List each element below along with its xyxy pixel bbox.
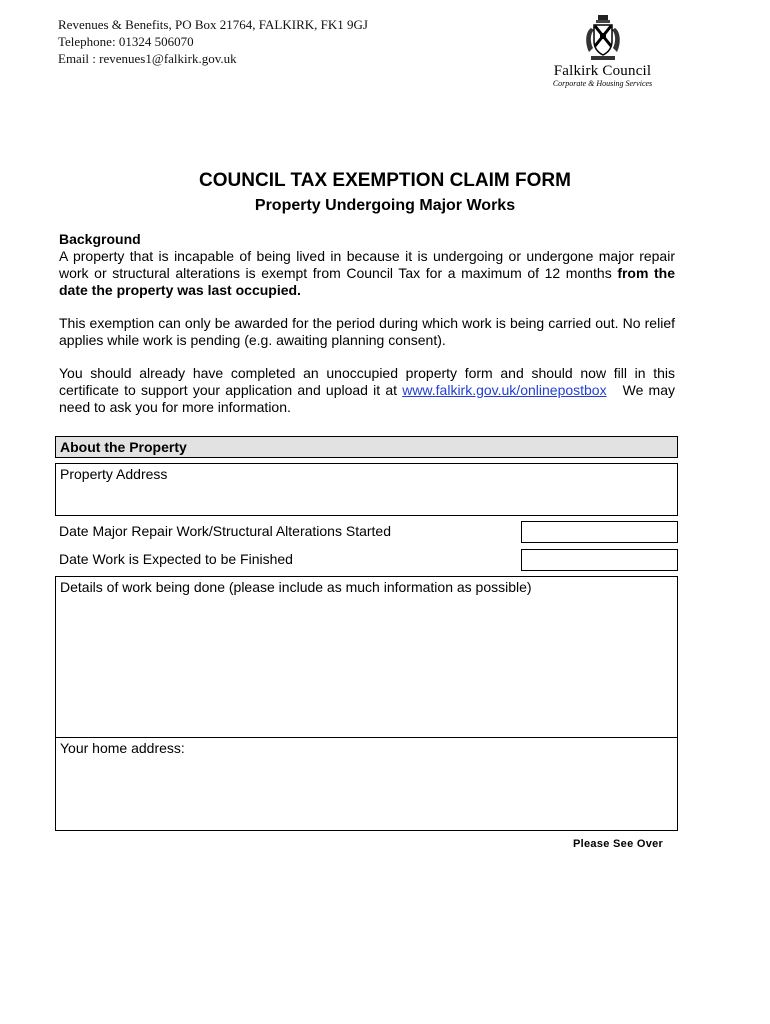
form-title: COUNCIL TAX EXEMPTION CLAIM FORM [199,170,571,191]
telephone: Telephone: 01324 506070 [58,34,194,49]
online-postbox-link[interactable]: www.falkirk.gov.uk/onlinepostbox [402,382,607,398]
logo-name: Falkirk Council [553,63,652,79]
council-logo [540,14,665,88]
paragraph-3-text: You should already have completed an unoccupied property form and should now fill in this certificate to support your application and upload it at [59,365,675,398]
background-heading: Background [59,231,141,247]
form-subtitle: Property Undergoing Major Works [254,197,516,214]
background-paragraph-1 [59,248,675,299]
logo-subtitle: Corporate & Housing Services [552,79,653,88]
work-details-label: Details of work being done (please include as much information as possible) [60,579,532,595]
date-started-field[interactable] [521,521,678,543]
property-address-label: Property Address [60,466,168,482]
home-address-field[interactable] [55,737,678,831]
paragraph-1-text: A property that is incapable of being lived in because it is undergoing or undergone major repair work or structural alterations is exempt from Council Tax for a maximum of 12 months [59,248,675,281]
postal-address: Revenues & Benefits, PO Box 21764, FALKIRK, FK1 9GJ [58,17,368,32]
background-paragraph-3 [59,365,675,416]
paragraph-3-tail: We may need to ask you for more information. [59,382,675,415]
date-finished-label: Date Work is Expected to be Finished [59,551,293,567]
coat-of-arms-icon [583,14,623,62]
contact-details [58,16,368,67]
date-finished-field[interactable] [521,549,678,571]
property-address-field[interactable] [55,463,678,516]
section-header-about-property: About the Property [55,436,678,458]
background-paragraph-2: This exemption can only be awarded for the period during which work is being carried out. No relief applies while work is pending (e.g. awaiting planning consent). [59,315,675,348]
paragraph-1-bold: from the date the property was last occupied. [59,265,676,298]
please-see-over: Please See Over [573,838,664,850]
email: Email : revenues1@falkirk.gov.uk [58,51,237,66]
home-address-label: Your home address: [60,740,185,756]
work-details-field[interactable] [55,576,678,738]
date-started-label: Date Major Repair Work/Structural Alterations Started [59,523,391,539]
